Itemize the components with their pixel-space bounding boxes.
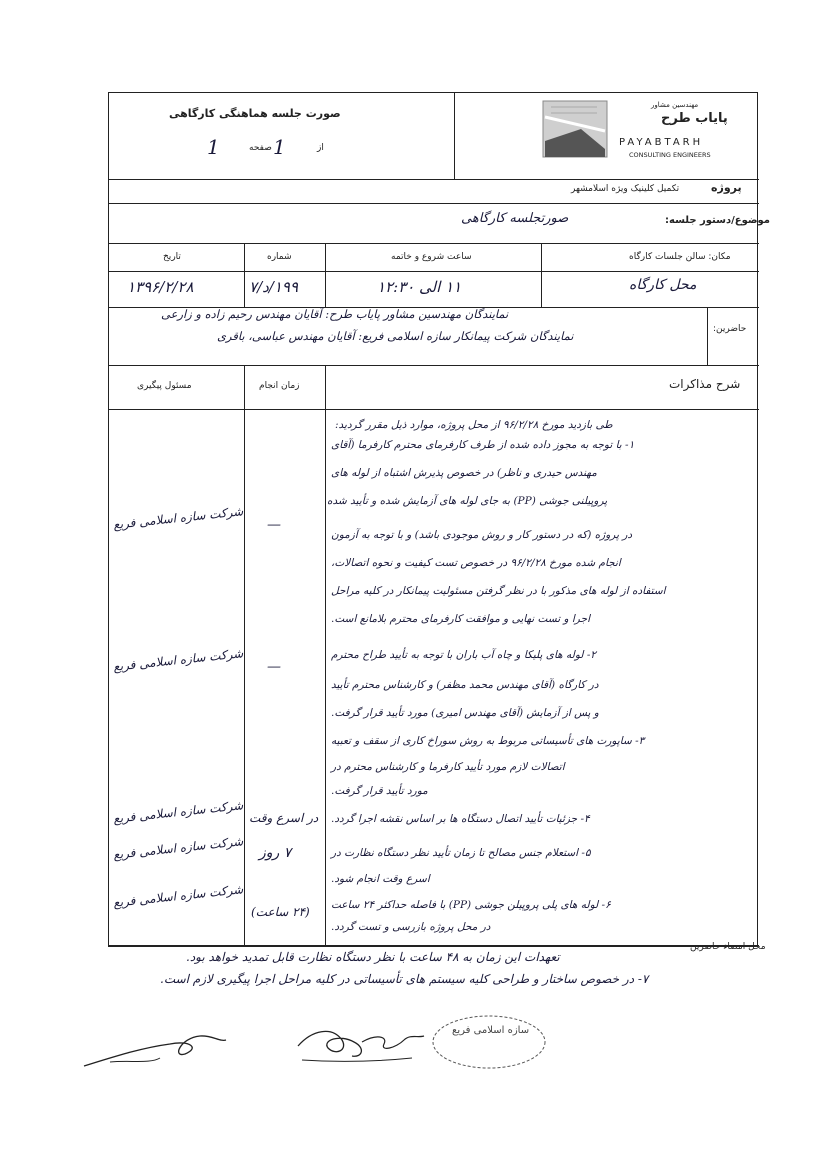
note-line: اجرا و تست نهایی و موافقت کارفرمای محترم بلامانع است. — [331, 613, 591, 625]
project-label: پروژه — [711, 181, 742, 194]
note-line: ۶- لوله های پلی پروپیلن جوشی (PP) با فاصله حداکثر ۲۴ ساعت — [331, 899, 611, 911]
company-stamp — [430, 1012, 548, 1072]
subject-label: موضوع/دستور جلسه: — [665, 215, 770, 226]
place-label: مکان: سالن جلسات کارگاه — [629, 252, 731, 262]
company-en-name: PAYABTARH — [619, 137, 704, 148]
deadline-item: ۷ روز — [259, 845, 292, 861]
note-line: انجام شده مورخ ۹۶/۲/۲۸ در خصوص تست کیفیت و نحوه اتصالات، — [331, 557, 621, 569]
note-line: ۴- جزئیات تأیید اتصال دستگاه ها بر اساس نقشه اجرا گردد. — [331, 813, 590, 825]
notes-line-7: ۷- در خصوص ساختار و طراحی کلیه سیستم های تأسیساتی در کلیه مراحل اجرا پیگیری لازم است. — [160, 972, 649, 986]
note-line: در محل پروژه بازرسی و تست گردد. — [331, 921, 491, 933]
date-label: تاریخ — [163, 252, 181, 262]
note-line: ۳- ساپورت های تأسیساتی مربوط به روش سوراخ کاری از سقف و تعبیه — [331, 735, 645, 747]
notes-after-row: تعهدات این زمان به ۴۸ ساعت با نظر دستگاه نظارت قابل تمدید خواهد بود. — [186, 950, 560, 964]
attendees-label: حاضرین: — [713, 324, 747, 334]
followup-item: شرکت سازه اسلامی فریع — [112, 646, 244, 674]
page-label: صفحه — [249, 143, 272, 153]
note-line: و پس از آزمایش (آقای مهندس امیری) مورد تأیید قرار گرفت. — [331, 707, 599, 719]
note-line: اسرع وقت انجام شود. — [331, 873, 430, 885]
note-line: ۵- استعلام جنس مصالح تا زمان تأیید نظر دستگاه نظارت در — [331, 847, 591, 859]
company-en-sub: CONSULTING ENGINEERS — [629, 151, 711, 159]
description-column-header: شرح مذاکرات — [669, 377, 741, 391]
time-label: ساعت شروع و خاتمه — [391, 252, 472, 262]
followup-item: شرکت سازه اسلامی فریع — [112, 504, 244, 532]
note-line: استفاده از لوله های مذکور با در نظر گرفتن مسئولیت پیمانکار در کلیه مراحل — [331, 585, 666, 597]
attendees-line2: نمایندگان شرکت پیمانکار سازه اسلامی فریع: آقایان مهندس عباسی، باقری — [217, 329, 574, 343]
note-line: در کارگاه (آقای مهندس محمد مظفر) و کارشناس محترم تأیید — [331, 679, 599, 691]
company-logo — [541, 99, 609, 161]
date-value: ۱۳۹۶/۲/۲۸ — [127, 278, 194, 296]
deadline-column-header: زمان انجام — [259, 381, 300, 391]
note-line: مورد تأیید قرار گرفت. — [331, 785, 428, 797]
time-value: ۱۱ الی ۱۲:۳۰ — [377, 278, 462, 296]
page-total: 1 — [207, 135, 220, 159]
attendees-line1: نمایندگان مهندسین مشاور پایاب طرح: آقایان مهندس رحیم زاده و زارعی — [161, 307, 509, 321]
deadline-item: در اسرع وقت — [249, 811, 319, 825]
place-value: محل کارگاه — [629, 277, 697, 293]
note-line: اتصالات لازم مورد تأیید کارفرما و کارشناس محترم در — [331, 761, 565, 773]
note-line: ۱- با توجه به مجوز داده شده از طرف کارفرمای محترم کارفرما (آقای — [331, 439, 635, 451]
followup-column-header: مسئول پیگیری — [137, 381, 192, 391]
deadline-item: — — [267, 517, 281, 533]
followup-item: شرکت سازه اسلامی فریع — [112, 882, 244, 910]
page-number: 1 — [273, 135, 286, 159]
signature — [292, 1012, 432, 1076]
deadline-item: (۲۴ ساعت) — [251, 905, 310, 919]
signature — [80, 1018, 230, 1078]
notes-intro: طی بازدید مورخ ۹۶/۲/۲۸ از محل پروژه، موارد ذیل مقرر گردید: — [335, 419, 613, 431]
subject-value: صورتجلسه کارگاهی — [461, 211, 569, 226]
note-line: ۲- لوله های پلیکا و چاه آب باران با توجه به تأیید طراح محترم — [331, 649, 597, 661]
note-line: پروپیلنی جوشی (PP) به جای لوله های آزمایش شده و تأیید شده — [327, 495, 608, 507]
deadline-item: — — [267, 659, 281, 675]
number-label: شماره — [267, 252, 292, 262]
note-line: در پروژه (که در دستور کار و روش موجودی باشد) و با توجه به آزمون — [331, 529, 633, 541]
number-value: ۱۹۹/د/۷ — [249, 278, 299, 296]
followup-item: شرکت سازه اسلامی فریع — [112, 798, 244, 826]
of-label: از — [317, 143, 324, 153]
signature-label: محل امضاء حاضرین — [690, 942, 766, 952]
stamp-text: سازه اسلامی فریع — [452, 1025, 530, 1036]
followup-item: شرکت سازه اسلامی فریع — [112, 834, 244, 862]
form-title: صورت جلسه هماهنگی کارگاهی — [169, 107, 341, 120]
company-fa-top: مهندسین مشاور — [651, 101, 699, 109]
company-fa-name: پایاب طرح — [661, 111, 728, 126]
project-value: تکمیل کلینیک ویژه اسلامشهر — [571, 184, 680, 194]
note-line: مهندس حیدری و ناظر) در خصوص پذیرش اشتباه از لوله های — [331, 467, 597, 479]
